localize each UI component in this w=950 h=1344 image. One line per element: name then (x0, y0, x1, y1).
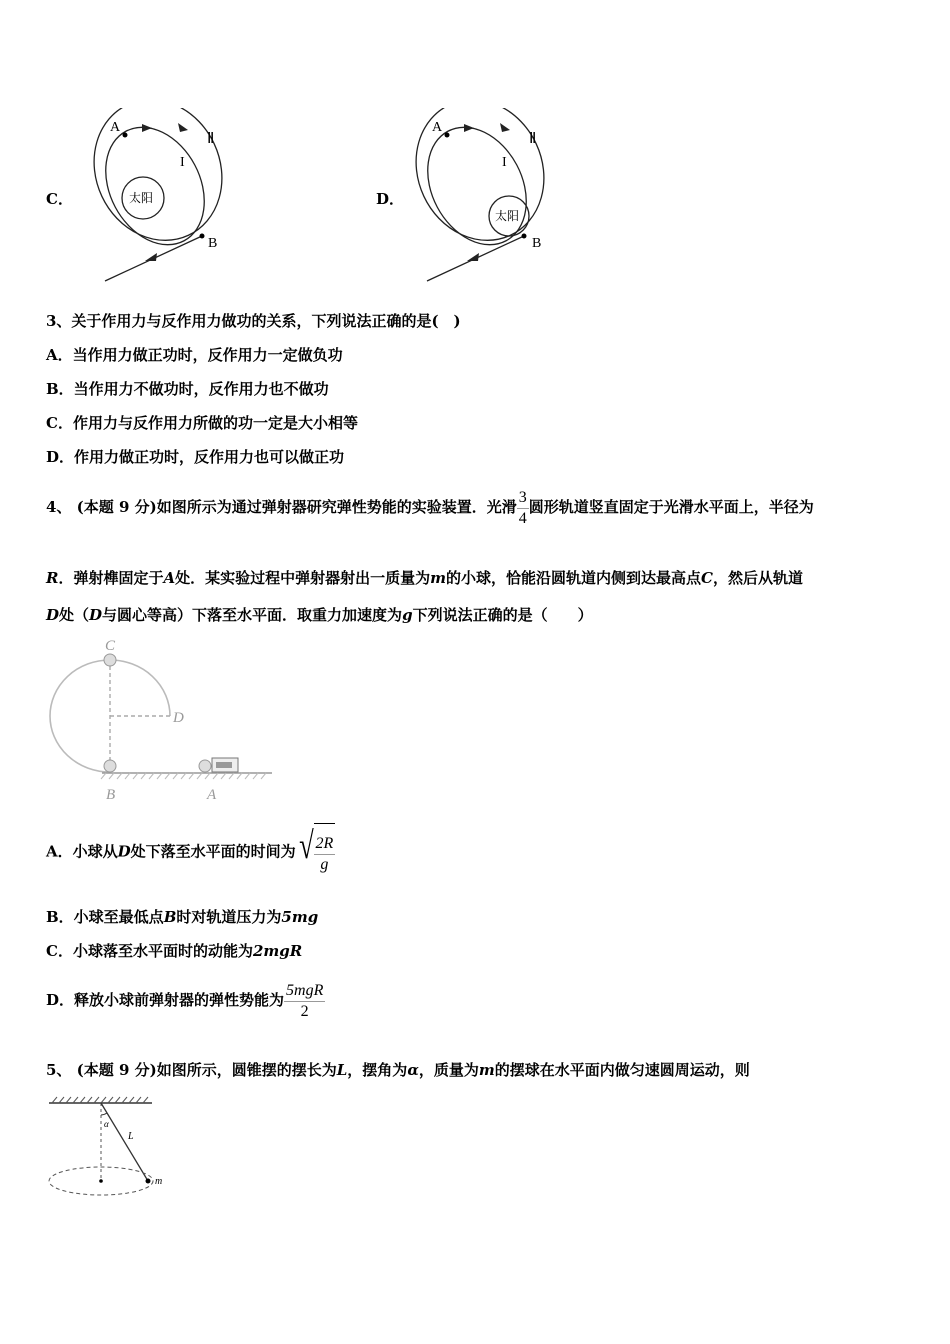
label-orbit1-c: I (180, 155, 185, 170)
q4-frac-num: 3 (517, 488, 529, 509)
label-orbit2-d: Ⅱ (529, 131, 537, 147)
q4-opt-b-val: 5mg (281, 908, 319, 926)
label-sun-c: 太阳 (129, 191, 154, 205)
q4-line3-seg-b: 与圆心等高）下落至水平面．取重力加速度为 (102, 606, 403, 624)
q3-option-b[interactable]: B．当作用力不做功时，反作用力也不做功 (46, 380, 329, 398)
q3-option-c[interactable]: C．作用力与反作用力所做的功一定是大小相等 (46, 414, 358, 432)
q4-line3-seg-a: 处（ (59, 606, 90, 624)
label-orbit2-c: Ⅱ (207, 131, 215, 147)
q5-conical-pendulum-figure (44, 1093, 174, 1203)
var-g: g (402, 606, 413, 624)
q4-stem-part2: 圆形轨道竖直固定于光滑水平面上，半径为 (528, 498, 814, 516)
point-b-d (522, 234, 527, 239)
q4-opt-a-var-d: D (117, 842, 131, 861)
q4-opt-a-seg1: A．小球从 (46, 842, 118, 861)
center-dot (99, 1179, 103, 1183)
label-c: C (105, 638, 116, 654)
q4-line2-seg-b: 处．某实验过程中弹射器射出一质量为 (175, 569, 431, 587)
q4-opt-b-seg2: 时对轨道压力为 (176, 908, 282, 926)
var-a: A (163, 569, 176, 587)
sqrt-sign: √ $\frac{2R}{g}$ (296, 823, 336, 882)
arrow-c3 (145, 253, 157, 261)
q4-opt-a-den: g (320, 856, 329, 874)
label-alpha: α (104, 1119, 109, 1129)
point-a-c (123, 133, 128, 138)
q5-seg-a: 5、 (本题 9 分)如图所示，圆锥摆的摆长为 (46, 1061, 337, 1079)
ball-bottom (104, 760, 116, 772)
arrow-c2 (178, 123, 188, 132)
q4-track-figure (40, 636, 280, 806)
q4-opt-d-den: 2 (300, 1002, 309, 1020)
label-b: B (106, 787, 116, 803)
q4-opt-b-seg1: B．小球至最低点 (46, 908, 164, 926)
q5-var-alpha: α (407, 1061, 419, 1079)
arrow-c1 (142, 124, 152, 132)
arrow-d1 (464, 124, 474, 132)
q4-opt-d-seg1: D．释放小球前弹射器的弹性势能为 (46, 991, 285, 1009)
var-m: m (430, 569, 447, 587)
q5-seg-c: ，质量为 (418, 1061, 479, 1079)
var-r: R (46, 569, 59, 587)
q4-line2-seg-a: ．弹射榫固定于 (58, 569, 164, 587)
var-d2: D (89, 606, 103, 624)
q3-stem: 3、关于作用力与反作用力做功的关系，下列说法正确的是( ) (46, 312, 461, 330)
q5-stem (46, 1060, 750, 1080)
q4-option-c[interactable] (46, 941, 302, 961)
label-d: D (173, 710, 184, 726)
label-b-c: B (208, 236, 218, 251)
ceiling-hatch (52, 1097, 148, 1103)
q4-stem-line1 (46, 483, 814, 531)
q4-line3-seg-c: 下列说法正确的是（ ） (412, 606, 593, 624)
q2-option-c-label[interactable]: C． (46, 190, 73, 208)
q4-opt-a-fraction (314, 834, 336, 875)
q4-option-a[interactable] (46, 823, 335, 882)
var-c: C (701, 569, 713, 587)
q4-fraction-three-quarters (517, 488, 529, 529)
q4-stem-line2 (46, 568, 803, 588)
arrow-d3 (467, 253, 479, 261)
label-l: L (128, 1131, 134, 1142)
var-d: D (46, 606, 60, 624)
point-b-c (200, 234, 205, 239)
q5-var-m: m (478, 1061, 495, 1079)
q4-line2-seg-d: ，然后从轨道 (712, 569, 803, 587)
q4-frac-den: 4 (518, 509, 527, 527)
point-a-d (445, 133, 450, 138)
q2-option-d-figure (412, 108, 572, 288)
arrow-d2 (500, 123, 510, 132)
ground-hatch (101, 773, 266, 779)
q4-opt-c-seg1: C．小球落至水平面时的动能为 (46, 942, 253, 960)
label-b-d: B (532, 236, 542, 251)
q4-stem-line3 (46, 605, 593, 625)
q4-stem-part1: 4、 (本题 9 分)如图所示为通过弹射器研究弹性势能的实验装置．光滑 (46, 498, 517, 516)
q5-var-l: L (336, 1061, 348, 1079)
bob (146, 1179, 151, 1184)
q4-option-b[interactable] (46, 907, 318, 927)
label-a-c: A (110, 120, 121, 135)
q5-seg-b: ，摆角为 (347, 1061, 408, 1079)
label-sun-d: 太阳 (495, 209, 520, 223)
label-a-d: A (432, 120, 443, 135)
q4-line2-seg-c: 的小球，恰能沿圆轨道内侧到达最高点 (446, 569, 702, 587)
q2-option-d-label[interactable]: D． (376, 190, 405, 208)
q4-opt-c-val: 2mgR (252, 942, 303, 960)
q4-opt-a-seg2: 处下落至水平面的时间为 (130, 842, 296, 861)
label-a: A (207, 787, 217, 803)
string (101, 1103, 148, 1181)
launcher-inner (216, 762, 232, 768)
q3-option-a[interactable]: A．当作用力做正功时，反作用力一定做负功 (46, 346, 343, 364)
q4-opt-a-num: 2R (314, 834, 336, 855)
q5-seg-d: 的摆球在水平面内做匀速圆周运动，则 (494, 1061, 750, 1079)
q4-opt-d-fraction (284, 981, 325, 1022)
ball-top (104, 654, 116, 666)
q4-option-d[interactable] (46, 976, 325, 1024)
q2-option-c-figure (90, 108, 250, 288)
label-m: m (155, 1176, 163, 1187)
label-orbit1-d: I (502, 155, 507, 170)
angle-arc (101, 1113, 107, 1115)
q4-opt-d-num: 5mgR (284, 981, 325, 1002)
ball-launcher (199, 760, 211, 772)
q4-opt-b-var-b: B (163, 908, 177, 926)
q3-option-d[interactable]: D．作用力做正功时，反作用力也可以做正功 (46, 448, 345, 466)
